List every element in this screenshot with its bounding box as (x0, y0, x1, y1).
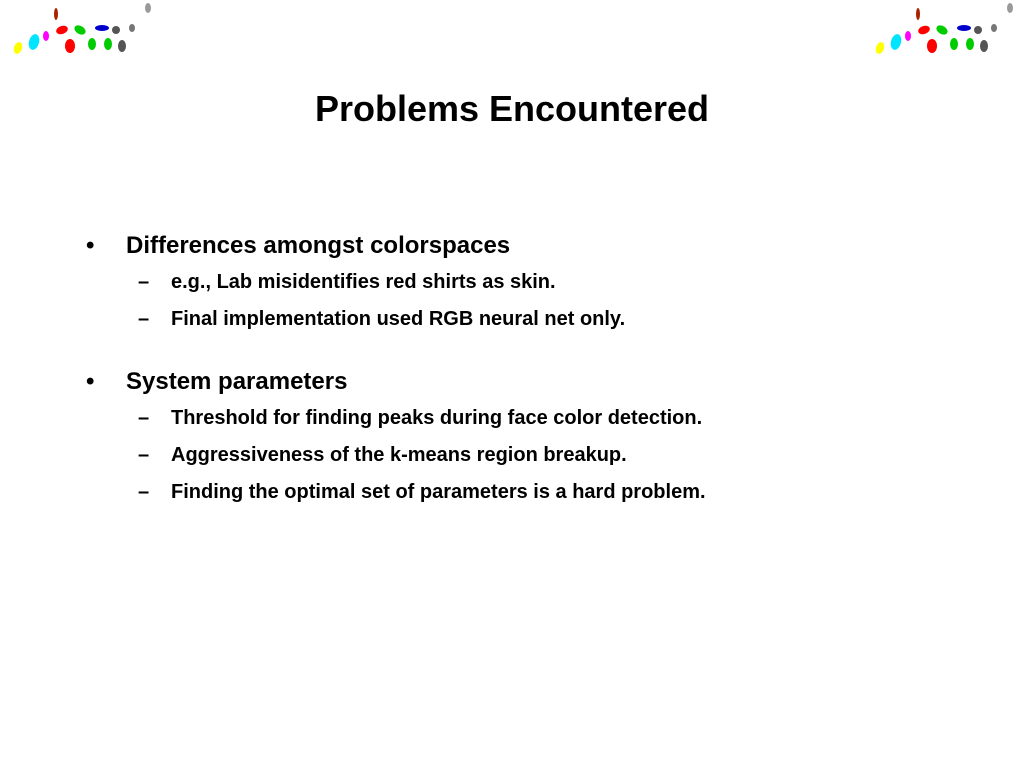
sub-bullet-text: Finding the optimal set of parameters is a hard problem. (171, 481, 706, 503)
bullet-marker: • (86, 368, 95, 395)
bullet-group (80, 228, 960, 338)
bullet-text: Differences amongst colorspaces (126, 232, 511, 259)
bullet-marker: • (86, 232, 95, 259)
sub-bullet-marker: – (138, 407, 150, 429)
sub-bullet-text: Final implementation used RGB neural net only. (171, 308, 626, 330)
bullet-item (80, 364, 960, 400)
colorful-footprints-icon (8, 0, 158, 64)
sub-bullet-item (80, 474, 960, 511)
bullet-item (80, 228, 960, 264)
sub-bullet-marker: – (138, 444, 150, 466)
bullet-list (80, 228, 960, 537)
sub-bullet-marker: – (138, 271, 150, 293)
sub-bullet-text: Aggressiveness of the k-means region breakup. (171, 444, 627, 466)
sub-bullet-item (80, 400, 960, 437)
bullet-text: System parameters (126, 368, 348, 395)
slide-title: Problems Encountered (314, 88, 710, 129)
sub-bullet-item (80, 264, 960, 301)
sub-bullet-item (80, 437, 960, 474)
sub-bullet-text: e.g., Lab misidentifies red shirts as skin. (171, 271, 556, 293)
sub-bullet-text: Threshold for finding peaks during face color detection. (171, 407, 703, 429)
sub-bullet-marker: – (138, 308, 150, 330)
sub-bullet-item (80, 301, 960, 338)
sub-bullet-marker: – (138, 481, 150, 503)
bullet-group (80, 364, 960, 511)
colorful-footprints-icon (870, 0, 1020, 64)
